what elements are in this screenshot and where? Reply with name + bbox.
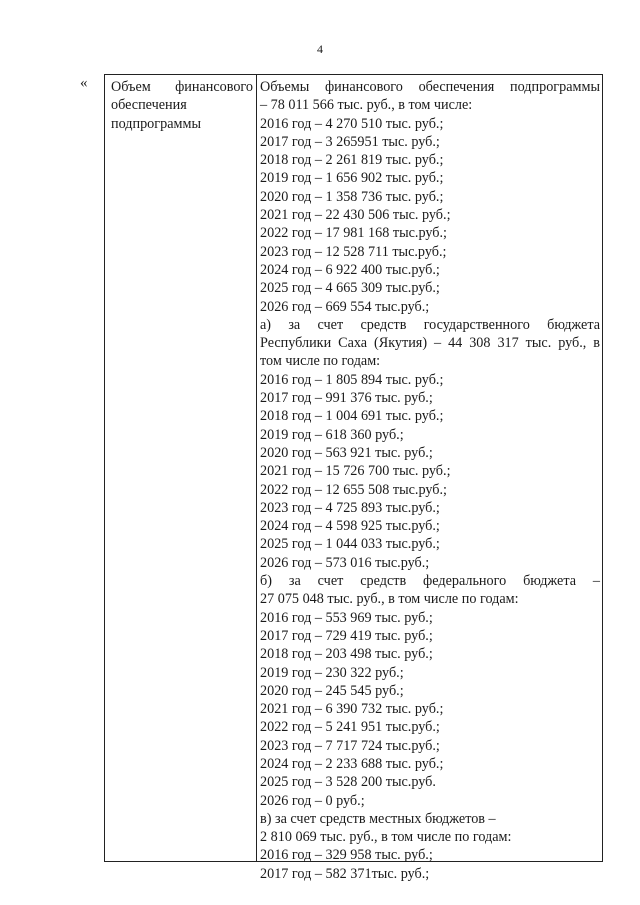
financing-line: – 78 011 566 тыс. руб., в том числе:: [260, 97, 473, 114]
financing-line: 2018 год – 1 004 691 тыс. руб.;: [260, 408, 444, 425]
financing-line: 2026 год – 669 554 тыс.руб.;: [260, 298, 430, 315]
financing-line: 2016 год – 329 958 тыс. руб.;: [260, 847, 433, 864]
financing-line: 2024 год – 2 233 688 тыс. руб.;: [260, 755, 444, 772]
financing-line: 2026 год – 0 руб.;: [260, 792, 365, 809]
financing-line: в) за счет средств местных бюджетов –: [260, 810, 496, 827]
financing-line: 2022 год – 12 655 508 тыс.руб.;: [260, 481, 447, 498]
financing-line: 2016 год – 1 805 894 тыс. руб.;: [260, 371, 444, 388]
financing-line: 2016 год – 553 969 тыс. руб.;: [260, 609, 433, 626]
financing-line: 2024 год – 6 922 400 тыс.руб.;: [260, 261, 440, 278]
financing-line: 2025 год – 1 044 033 тыс.руб.;: [260, 536, 440, 553]
financing-line: 2 810 069 тыс. руб., в том числе по годам:: [260, 829, 512, 846]
financing-line: 2020 год – 1 358 736 тыс. руб.;: [260, 188, 444, 205]
financing-line: 2025 год – 4 665 309 тыс.руб.;: [260, 280, 440, 297]
financing-line: 2023 год – 7 717 724 тыс.руб.;: [260, 737, 440, 754]
financing-line: Республики Саха (Якутия) – 44 308 317 тыс. руб., в: [260, 335, 600, 352]
financing-table: [104, 74, 603, 882]
financing-line: 2017 год – 582 371тыс. руб.;: [260, 865, 430, 882]
financing-line: 2020 год – 245 545 руб.;: [260, 682, 404, 699]
financing-line: 2017 год – 3 265951 тыс. руб.;: [260, 133, 440, 150]
table-column-divider: [256, 75, 257, 861]
financing-line: 2020 год – 563 921 тыс. руб.;: [260, 444, 433, 461]
financing-line: 2024 год – 4 598 925 тыс.руб.;: [260, 518, 440, 535]
financing-line: 2021 год – 22 430 506 тыс. руб.;: [260, 207, 451, 224]
opening-quote-mark: «: [80, 75, 88, 91]
financing-line: б) за счет средств федерального бюджета –: [260, 573, 600, 590]
financing-line: 2019 год – 618 360 руб.;: [260, 426, 404, 443]
financing-line: 2023 год – 4 725 893 тыс.руб.;: [260, 499, 440, 516]
financing-line: 2021 год – 15 726 700 тыс. руб.;: [260, 463, 451, 480]
financing-line: том числе по годам:: [260, 353, 381, 370]
financing-line: 2019 год – 1 656 902 тыс. руб.;: [260, 170, 444, 187]
page-number: 4: [317, 42, 323, 56]
table-left-cell: [111, 78, 253, 133]
financing-line: 2017 год – 991 376 тыс. руб.;: [260, 390, 433, 407]
financing-line: 2025 год – 3 528 200 тыс.руб.: [260, 774, 436, 791]
financing-line: 2018 год – 203 498 тыс. руб.;: [260, 646, 433, 663]
financing-line: 2017 год – 729 419 тыс. руб.;: [260, 627, 433, 644]
left-cell-line-1: Объем финансового: [111, 79, 253, 95]
financing-line: 2022 год – 17 981 168 тыс.руб.;: [260, 225, 447, 242]
financing-line: 2021 год – 6 390 732 тыс. руб.;: [260, 701, 444, 718]
financing-line: Объемы финансового обеспечения подпрограммы: [260, 79, 600, 95]
financing-line: 2018 год – 2 261 819 тыс. руб.;: [260, 152, 444, 169]
financing-line: 27 075 048 тыс. руб., в том числе по годам:: [260, 591, 519, 608]
left-cell-line-3: подпрограммы: [111, 115, 201, 132]
financing-line: 2019 год – 230 322 руб.;: [260, 664, 404, 681]
financing-line: 2022 год – 5 241 951 тыс.руб.;: [260, 719, 440, 736]
financing-line: а) за счет средств государственного бюджета: [260, 316, 600, 333]
financing-line: 2016 год – 4 270 510 тыс. руб.;: [260, 115, 444, 132]
table-right-cell: [260, 78, 600, 883]
financing-line: 2023 год – 12 528 711 тыс.руб.;: [260, 243, 447, 260]
left-cell-line-2: обеспечения: [111, 97, 187, 114]
financing-line: 2026 год – 573 016 тыс.руб.;: [260, 554, 430, 571]
